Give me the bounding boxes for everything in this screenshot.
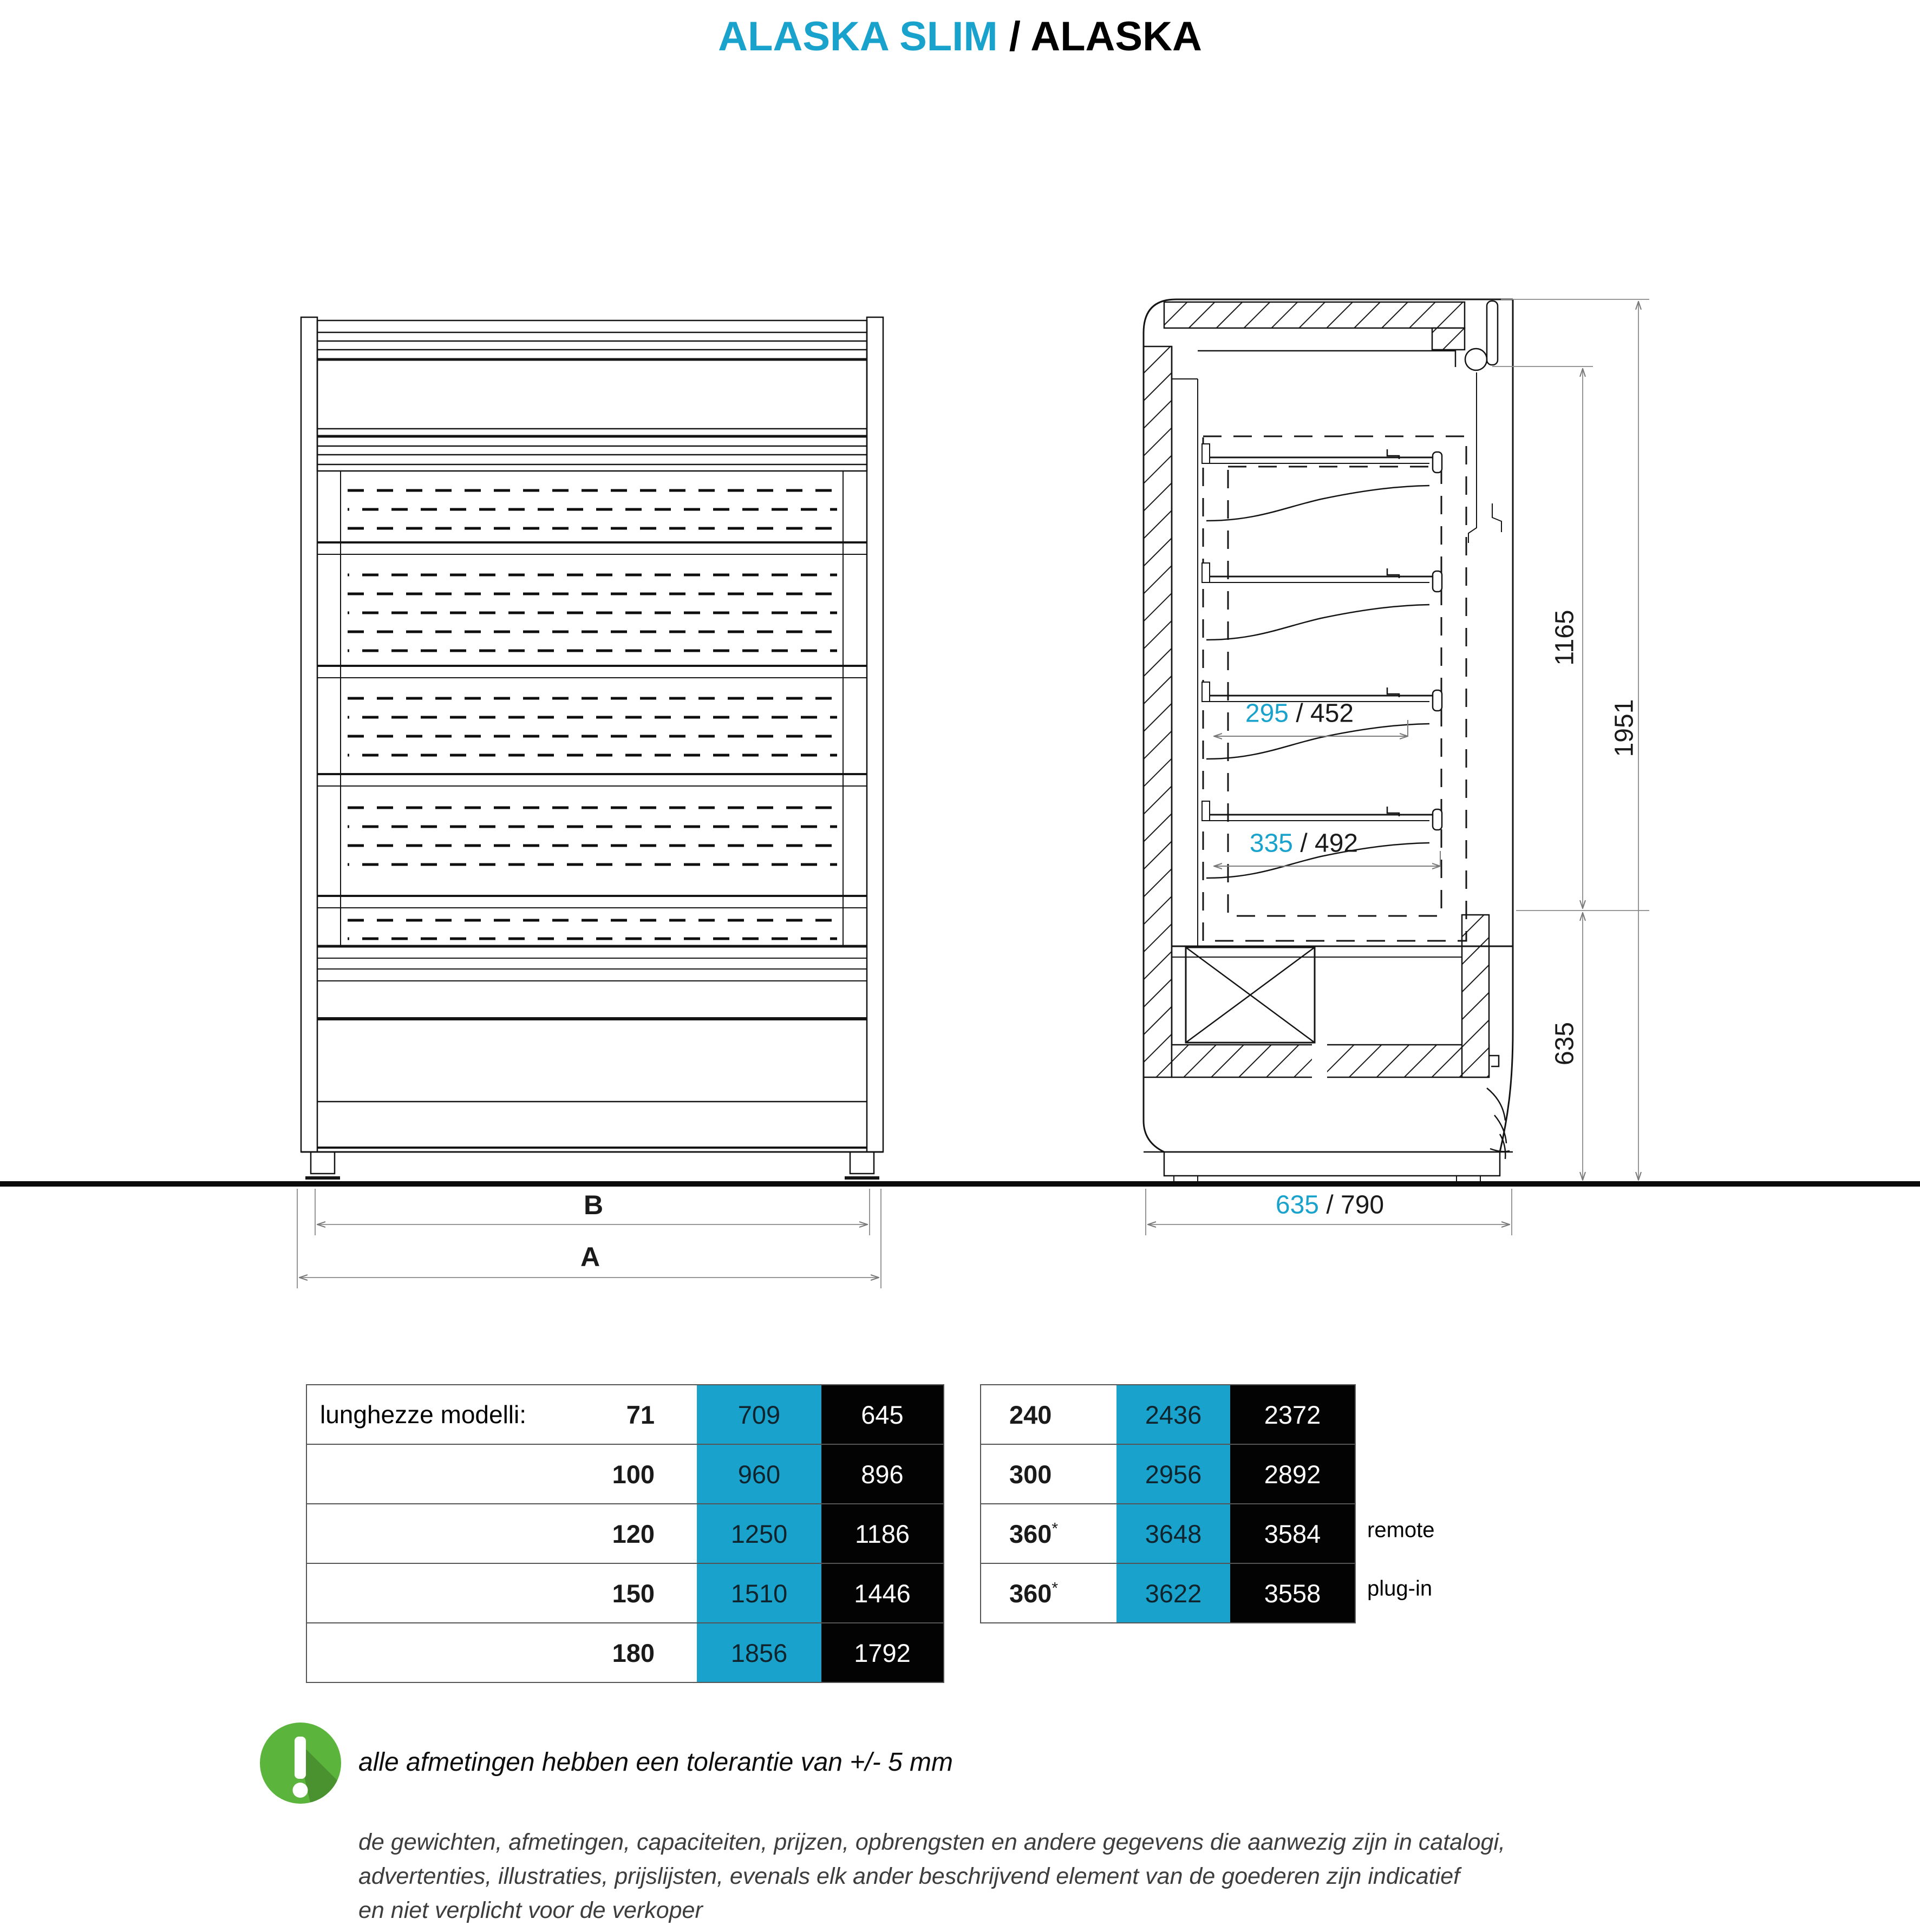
title-model-slim: ALASKA SLIM: [718, 14, 998, 60]
table-row: 100 960 896: [307, 1444, 943, 1503]
product-rows: [348, 490, 837, 939]
dim-label-1165: 1165: [1550, 610, 1579, 666]
night-blind-roller: [1465, 349, 1487, 370]
shelf-lines: [317, 542, 867, 908]
blind-cord: [1468, 372, 1477, 543]
technical-drawing: [0, 281, 1920, 1310]
dim-label-635: 635: [1550, 1021, 1579, 1066]
table-row: 360* 3648 3584: [981, 1503, 1355, 1563]
insulation-back: [1144, 346, 1172, 1077]
table-row: 180 1856 1792: [307, 1622, 943, 1682]
disclaimer-text: [358, 1825, 1831, 1928]
disclaimer-line-2: advertenties, illustraties, prijslijsten, evenals elk ander beschrijvend element van de goederen zijn indicatief: [358, 1863, 1460, 1890]
title-separator: /: [997, 14, 1031, 60]
side-view-drawing: [1144, 299, 1513, 1182]
side-shelves: [1202, 444, 1442, 878]
note-remote: remote: [1367, 1518, 1435, 1542]
lengths-table-slim: [306, 1384, 944, 1683]
table-row: 300 2956 2892: [981, 1444, 1355, 1503]
dimension-lines: [297, 299, 1649, 1288]
table-row: lunghezze modelli: 71 709 645: [307, 1385, 943, 1444]
insulation-bottom: [1172, 1045, 1489, 1077]
disclaimer-line-3: en niet verplicht voor de verkoper: [358, 1897, 703, 1924]
display-zone-outer: [1203, 436, 1466, 941]
table-header-label: lunghezze modelli:: [320, 1400, 527, 1429]
dim-label-B: B: [583, 1190, 604, 1220]
dim-label-depth: 635 / 790: [1275, 1190, 1385, 1220]
exclamation-dot: [293, 1783, 308, 1798]
insulation-top: [1164, 302, 1465, 328]
exclamation-bar: [295, 1737, 306, 1779]
dim-label-shelf-lower: 335 / 492: [1249, 829, 1359, 858]
disclaimer-line-1: de gewichten, afmetingen, capaciteiten, prijzen, opbrengsten en andere gegevens die aanwezig zijn in catalogi,: [358, 1829, 1505, 1855]
dim-label-shelf-upper: 295 / 452: [1245, 699, 1354, 728]
dim-label-A: A: [580, 1242, 600, 1272]
table-row: 240 2436 2372: [981, 1385, 1355, 1444]
ground-line: [0, 1181, 1920, 1187]
note-plug-in: plug-in: [1367, 1576, 1433, 1601]
table-row: 360* 3622 3558: [981, 1563, 1355, 1622]
table-row: 120 1250 1186: [307, 1503, 943, 1563]
lengths-table-large: [980, 1384, 1356, 1623]
front-view-drawing: [301, 317, 883, 1178]
dim-label-1951: 1951: [1610, 699, 1639, 757]
title-model-standard: ALASKA: [1030, 14, 1202, 60]
tolerance-note: alle afmetingen hebben een tolerantie van +/- 5 mm: [358, 1748, 954, 1777]
page-title: [0, 13, 1920, 60]
warning-icon: [259, 1721, 342, 1805]
table-row: 150 1510 1446: [307, 1563, 943, 1622]
